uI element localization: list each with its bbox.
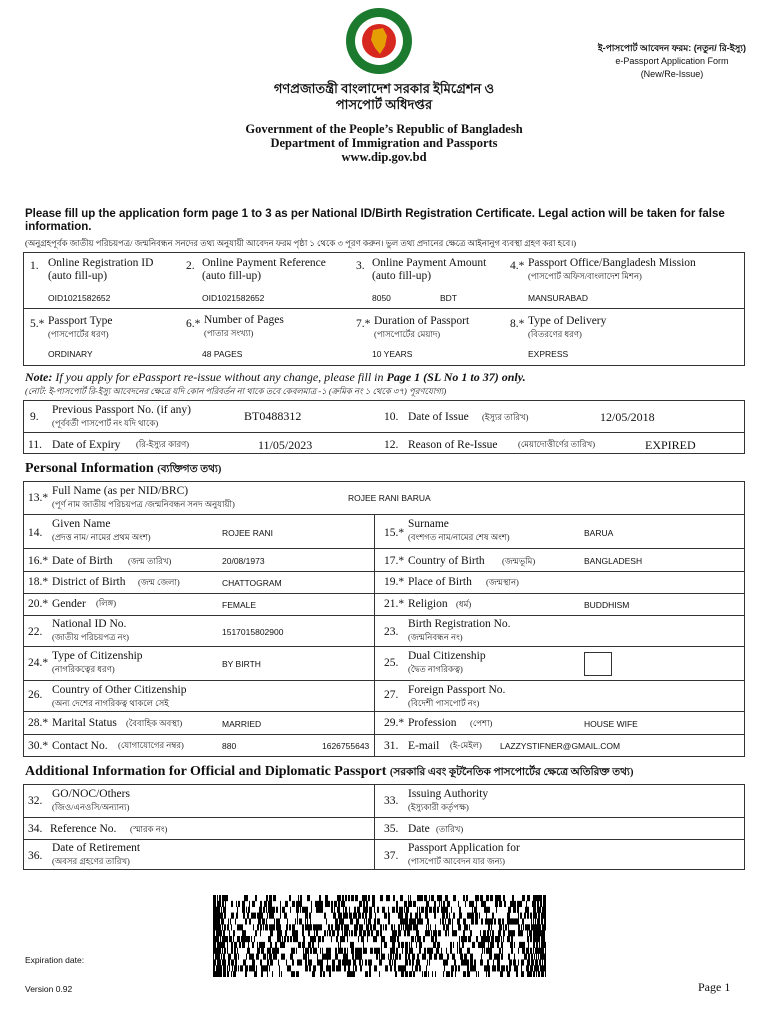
f29-num: 29.* (384, 717, 405, 729)
divider (23, 514, 745, 515)
divider (23, 308, 745, 309)
divider (23, 432, 745, 433)
religion-value: BUDDHISM (584, 600, 630, 610)
f13-sub: (পূর্ণ নাম জাতীয় পরিচয়পত্র /জন্মনিবন্ধন সনদ অনুযায়ী) (52, 499, 235, 509)
header-title-bn: গণপ্রজাতন্ত্রী বাংলাদেশ সরকার ইমিগ্রেশন ও (273, 81, 495, 96)
government-seal-icon (337, 6, 421, 76)
f28-label: Marital Status (52, 717, 117, 729)
f11-label: Date of Expiry (52, 439, 121, 451)
payment-amount-unit: BDT (440, 293, 457, 303)
f34-num: 34. (28, 823, 43, 835)
note-prefix: Note: (25, 370, 53, 384)
f19-sub: (জন্মস্থান) (486, 577, 519, 587)
f8-label: Type of Delivery (528, 315, 607, 327)
full-name-value: ROJEE RANI BARUA (348, 493, 431, 503)
f8-sub: (বিতরণের ধরণ) (528, 329, 582, 339)
f3-num: 3. (356, 260, 365, 272)
f6-label: Number of Pages (204, 314, 284, 326)
header-website: www.dip.gov.bd (341, 150, 427, 164)
instructions-en: Please fill up the application form page 1 to 3 as per National ID/Birth Registration Certificate. Legal action will be taken for false information. (25, 208, 725, 233)
f21-label: Religion (408, 598, 448, 610)
f36-label: Date of Retirement (52, 842, 141, 854)
f31-label: E-mail (408, 740, 440, 752)
f18-sub: (জন্ম জেলা) (138, 577, 180, 587)
f33-num: 33. (384, 795, 399, 807)
date-of-issue-value: 12/05/2018 (600, 410, 655, 424)
f9-sub: (পূর্ববর্তী পাসপোর্ট নং যদি থাকে) (52, 418, 159, 428)
f14-num: 14. (28, 527, 43, 539)
instructions-bn: (অনুগ্রহপূর্বক জাতীয় পরিচয়পত্র/ জন্মনিবন্ধন সনদের তথ্য অনুযায়ী আবেদন ফরম পৃষ্ঠা ১ থেকে ৩ পূরণ করুন। ভুল তথ্য প্রদানের ক্ষেত্রে আইনানুগ ব্যবস্থা গ্রহণ করা হবে।) (25, 238, 577, 248)
f32-sub: (জিও/এনওসি/অন্যান্য) (52, 802, 130, 812)
f19-num: 19.* (384, 576, 405, 588)
passport-office-value: MANSURABAD (528, 293, 588, 303)
f30-sub: (যোগাযোগের নম্বর) (118, 740, 184, 750)
f28-num: 28.* (28, 717, 49, 729)
f30-num: 30.* (28, 740, 49, 752)
dual-citizenship-checkbox[interactable] (584, 652, 612, 676)
f5-num: 5.* (30, 318, 45, 330)
f9-label: Previous Passport No. (if any) (52, 404, 191, 416)
divider (23, 734, 745, 735)
f17-sub: (জন্মভূমি) (502, 556, 536, 566)
passport-type-value: ORDINARY (48, 349, 93, 359)
f22-num: 22. (28, 626, 43, 638)
expiration-date-label: Expiration date: (25, 955, 85, 965)
f2-label: Online Payment Reference (202, 257, 326, 269)
payment-amount-value: 8050 (372, 293, 391, 303)
f7-sub: (পাসপোর্টের মেয়াদ) (374, 329, 441, 339)
f13-num: 13.* (28, 492, 49, 504)
profession-value: HOUSE WIFE (584, 719, 638, 729)
f12-sub: (মেয়াদোত্তীর্ণের তারিখ) (518, 439, 596, 449)
national-id-value: 1517015802900 (222, 627, 284, 637)
payment-reference-value: OID1021582652 (202, 293, 265, 303)
f15-label: Surname (408, 518, 449, 530)
country-of-birth-value: BANGLADESH (584, 556, 643, 566)
f20-num: 20.* (28, 598, 49, 610)
f10-num: 10. (384, 411, 399, 423)
form-tag-en: e-Passport Application Form (615, 56, 729, 66)
form-tag (598, 42, 746, 81)
f27-label: Foreign Passport No. (408, 684, 506, 696)
header-dept: Department of Immigration and Passports (270, 136, 498, 150)
f8-num: 8.* (510, 318, 525, 330)
f25-label: Dual Citizenship (408, 650, 486, 662)
page-number: Page 1 (698, 980, 731, 994)
f23-sub: (জন্মনিবন্ধন নং) (408, 632, 463, 642)
f37-num: 37. (384, 850, 399, 862)
f15-num: 15.* (384, 527, 405, 539)
f36-sub: (অবসর গ্রহণের তারিখ) (52, 856, 130, 866)
f26-label: Country of Other Citizenship (52, 684, 187, 696)
f5-sub: (পাসপোর্টের ধরণ) (48, 329, 109, 339)
f7-num: 7.* (356, 318, 371, 330)
divider (23, 646, 745, 647)
f30-label: Contact No. (52, 740, 108, 752)
f12-num: 12. (384, 439, 399, 451)
f3-sub: (auto fill-up) (372, 270, 432, 282)
f13-label: Full Name (as per NID/BRC) (52, 485, 189, 497)
email-value: LAZZYSTIFNER@GMAIL.COM (500, 741, 621, 751)
f28-sub: (বৈবাহিক অবস্থা) (126, 718, 183, 728)
f24-num: 24.* (28, 657, 49, 669)
personal-box (23, 481, 745, 757)
f17-label: Country of Birth (408, 555, 485, 567)
surname-value: BARUA (584, 528, 614, 538)
f21-num: 21.* (384, 598, 405, 610)
f24-sub: (নাগরিকত্বের ধরণ) (52, 664, 115, 674)
f27-sub: (বিদেশী পাসপোর্ট নং) (408, 698, 480, 708)
contact-country-code: 880 (222, 741, 237, 751)
f25-sub: (দ্বৈত নাগরিকত্ব) (408, 664, 463, 674)
personal-title-bn: (ব্যক্তিগত তথ্য) (157, 464, 222, 475)
f37-label: Passport Application for (408, 842, 520, 854)
f4-sub: (পাসপোর্ট অফিস/বাংলাদেশ মিশন) (528, 271, 642, 281)
f6-sub: (পাতার সংখ্যা) (204, 328, 254, 338)
f33-label: Issuing Authority (408, 788, 489, 800)
form-tag-bn: ই-পাসপোর্ট আবেদন ফরম: (নতুন/ রি-ইস্যু) (597, 43, 746, 53)
f20-sub: (লিঙ্গ) (96, 598, 117, 608)
divider (23, 593, 745, 594)
contact-number-value: 1626755643 (322, 741, 370, 751)
f3-label: Online Payment Amount (372, 257, 487, 269)
f29-label: Profession (408, 717, 457, 729)
f5-label: Passport Type (48, 315, 113, 327)
f37-sub: (পাসপোর্ট আবেদন যার জন্য) (408, 856, 505, 866)
note-text: If you apply for ePassport re-issue without any change, please fill in (52, 370, 387, 384)
f2-sub: (auto fill-up) (202, 270, 262, 282)
citizenship-type-value: BY BIRTH (222, 659, 261, 669)
f22-label: National ID No. (52, 618, 127, 630)
f34-sub: (স্মারক নং) (130, 824, 168, 834)
f29-sub: (পেশা) (470, 718, 493, 728)
f9-num: 9. (30, 411, 39, 423)
f4-label: Passport Office/Bangladesh Mission (528, 257, 696, 269)
divider (23, 571, 745, 572)
f14-label: Given Name (52, 518, 111, 530)
duration-value: 10 YEARS (372, 349, 413, 359)
f23-num: 23. (384, 626, 399, 638)
divider (23, 817, 745, 818)
additional-info-heading (25, 764, 633, 782)
online-registration-id-value: OID1021582652 (48, 293, 111, 303)
f31-sub: (ই-মেইল) (450, 740, 482, 750)
f20-label: Gender (52, 598, 86, 610)
f2-num: 2. (186, 260, 195, 272)
version-label: Version 0.92 (25, 984, 73, 994)
column-divider (374, 514, 375, 757)
form-tag-en-type: (New/Re-Issue) (640, 69, 704, 79)
gender-value: FEMALE (222, 600, 257, 610)
divider (23, 548, 745, 549)
f19-label: Place of Birth (408, 576, 472, 588)
f17-num: 17.* (384, 555, 405, 567)
f7-label: Duration of Passport (374, 315, 470, 327)
f10-label: Date of Issue (408, 411, 469, 423)
previous-passport-value: BT0488312 (244, 409, 302, 423)
f15-sub: (বংশগত নাম/নামের শেষ অংশ) (408, 532, 510, 542)
header-title-bn-2: পাসপোর্ট অধিদপ্তর (335, 97, 433, 112)
note-bold: Page 1 (SL No 1 to 37) only. (386, 370, 526, 384)
f4-num: 4.* (510, 260, 525, 272)
f16-label: Date of Birth (52, 555, 113, 567)
f16-sub: (জন্ম তারিখ) (128, 556, 172, 566)
f14-sub: (প্রদত্ত নাম/ নামের প্রথম অংশ) (52, 532, 151, 542)
personal-info-heading (25, 461, 221, 479)
additional-title-bn: (সরকারি এবং কূটনৈতিক পাসপোর্টের ক্ষেত্রে অতিরিক্ত তথ্য) (389, 767, 634, 778)
f23-label: Birth Registration No. (408, 618, 511, 630)
f1-num: 1. (30, 260, 39, 272)
divider (23, 839, 745, 840)
marital-status-value: MARRIED (222, 719, 262, 729)
note-bn: (নোট: ই-পাসপোর্ট রি-ইস্যু আবেদনের ক্ষেত্রে যদি কোন পরিবর্তন না থাকে তবে কেবলমাত্র -১ (ক্রমিক নং ১ থেকে ৩৭) পূরণযোগ্য) (25, 386, 447, 396)
reason-reissue-value: EXPIRED (645, 438, 696, 452)
f27-num: 27. (384, 689, 399, 701)
f31-num: 31. (384, 740, 399, 752)
number-of-pages-value: 48 PAGES (202, 349, 243, 359)
f1-label: Online Registration ID (48, 257, 154, 269)
given-name-value: ROJEE RANI (222, 528, 274, 538)
f6-num: 6.* (186, 318, 201, 330)
f36-num: 36. (28, 850, 43, 862)
f25-num: 25. (384, 657, 399, 669)
header-title-en: Government of the People’s Republic of Bangladesh (245, 122, 523, 136)
f35-num: 35. (384, 823, 399, 835)
f1-sub: (auto fill-up) (48, 270, 108, 282)
f22-sub: (জাতীয় পরিচয়পত্র নং) (52, 632, 130, 642)
f10-sub: (ইস্যুর তারিখ) (482, 412, 529, 422)
note (25, 370, 526, 385)
f33-sub: (ইস্যুকারী কর্তৃপক্ষ) (408, 802, 469, 812)
personal-title: Personal Information (25, 461, 154, 476)
f26-num: 26. (28, 689, 43, 701)
divider (23, 615, 745, 616)
column-divider (374, 784, 375, 870)
f21-sub: (ধর্ম) (456, 599, 472, 609)
f35-label: Date (408, 823, 430, 835)
date-of-expiry-value: 11/05/2023 (258, 438, 313, 452)
delivery-type-value: EXPRESS (528, 349, 569, 359)
divider (23, 711, 745, 712)
f34-label: Reference No. (50, 823, 117, 835)
additional-title: Additional Information for Official and Diplomatic Passport (25, 764, 387, 779)
f26-sub: (অন্য দেশের নাগরিকত্ব থাকলে সেই (52, 698, 169, 708)
f35-sub: (তারিখ) (436, 824, 464, 834)
f32-num: 32. (28, 795, 43, 807)
f12-label: Reason of Re-Issue (408, 439, 498, 451)
f16-num: 16.* (28, 555, 49, 567)
f18-num: 18.* (28, 576, 49, 588)
f11-sub: (রি-ইস্যুর কারণ) (136, 439, 190, 449)
f11-num: 11. (28, 439, 42, 451)
district-of-birth-value: CHATTOGRAM (222, 578, 282, 588)
f24-label: Type of Citizenship (52, 650, 143, 662)
divider (23, 680, 745, 681)
date-of-birth-value: 20/08/1973 (222, 556, 265, 566)
pdf417-barcode-icon (213, 895, 546, 977)
f18-label: District of Birth (52, 576, 126, 588)
f32-label: GO/NOC/Others (52, 788, 130, 800)
